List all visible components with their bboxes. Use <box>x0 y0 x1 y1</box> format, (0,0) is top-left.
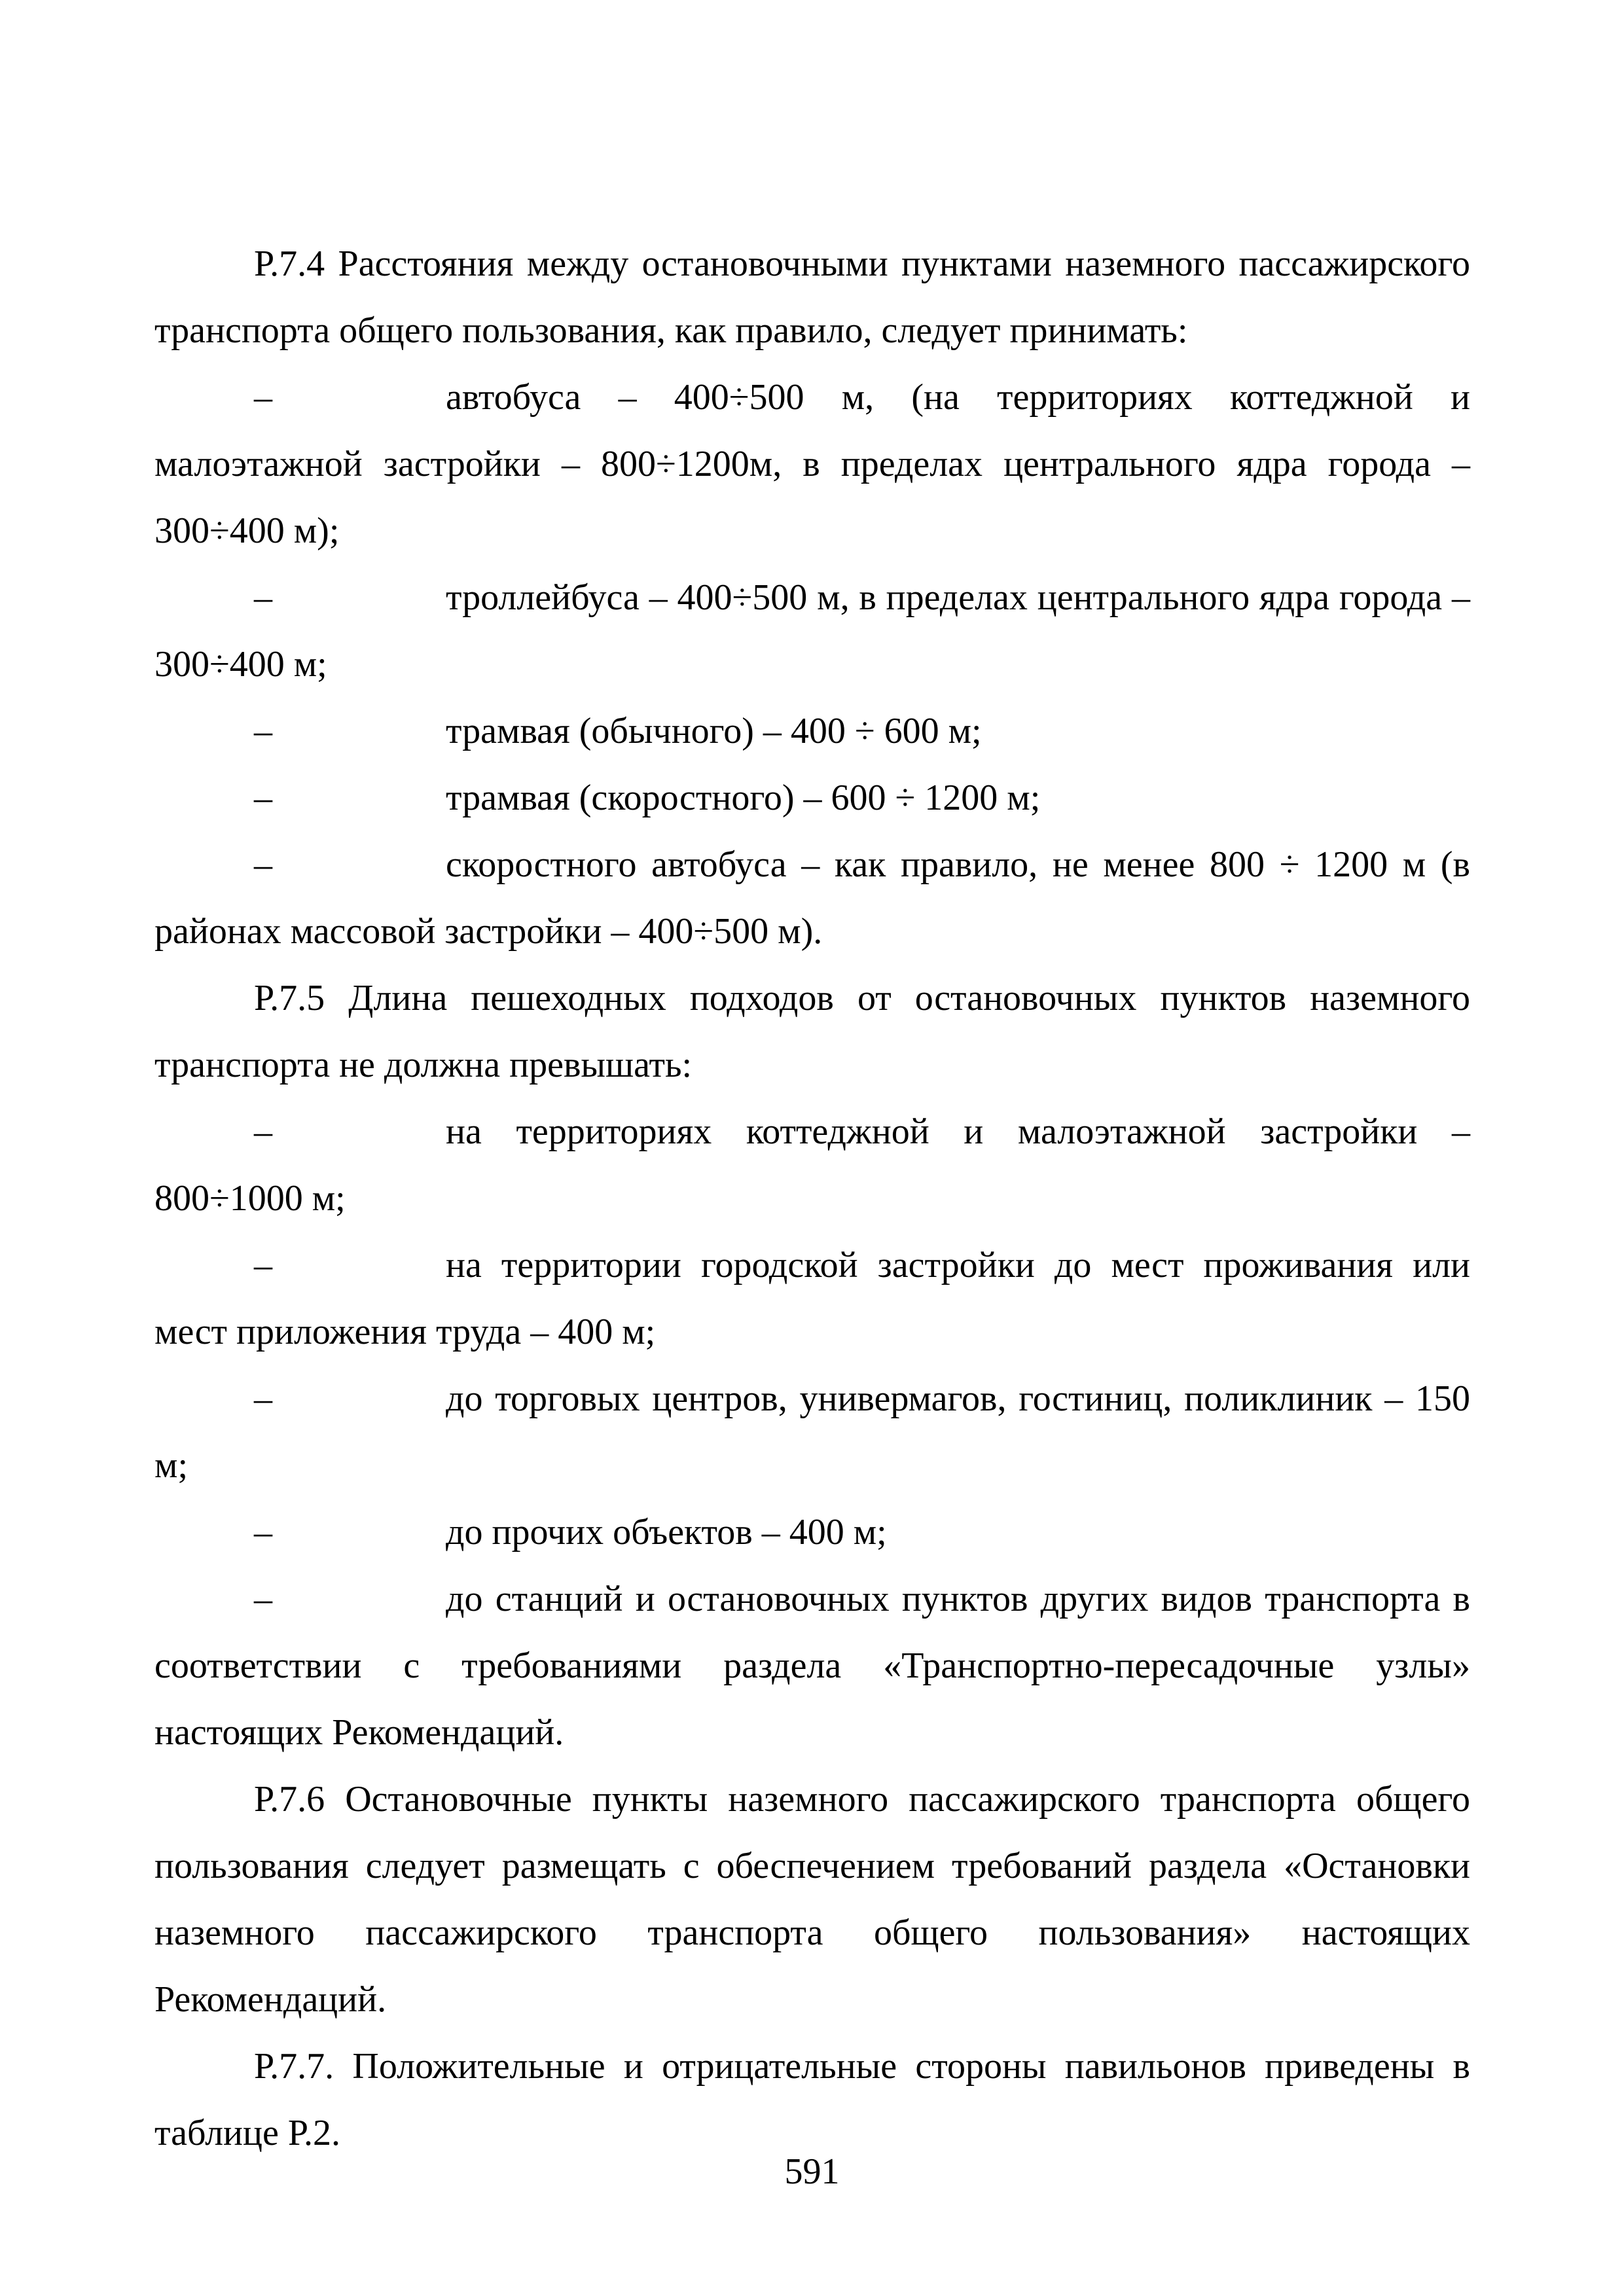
list-item-shopping-centers <box>154 1365 1470 1499</box>
list-dash: – <box>254 778 272 818</box>
paragraph-p-7-5: Р.7.5 Длина пешеходных подходов от остановочных пунктов наземного транспорта не должна превышать: <box>154 978 1470 1085</box>
list-item-text: трамвая (обычного) – 400 ÷ 600 м; <box>446 711 982 751</box>
list-item-bus <box>154 364 1470 564</box>
list-item-urban-areas <box>154 1232 1470 1365</box>
list-item-text: до станций и остановочных пунктов других видов транспорта в соответствии с требованиями раздела «Транспортно-пересадочные узлы» настоящих Рекомендаций. <box>154 1579 1470 1753</box>
list-item-text: троллейбуса – 400÷500 м, в пределах центрального ядра города – 300÷400 м; <box>154 577 1470 685</box>
list-item-cottage-areas <box>154 1098 1470 1232</box>
list-dash: – <box>254 577 272 618</box>
list-item-other-objects <box>154 1499 1470 1566</box>
list-item-text: на территории городской застройки до мест проживания или мест приложения труда – 400 м; <box>154 1245 1470 1352</box>
list-item-express-bus <box>154 831 1470 965</box>
list-dash: – <box>254 1245 272 1285</box>
list-dash: – <box>254 1512 272 1552</box>
paragraph-p-7-6: Р.7.6 Остановочные пункты наземного пассажирского транспорта общего пользования следует размещать с обеспечением требований раздела «Остановки наземного пассажирского транспорта общего пользования» настоящих Рекомендаций. <box>154 1779 1470 2020</box>
list-dash: – <box>254 1579 272 1619</box>
paragraph-p-7-4: Р.7.4 Расстояния между остановочными пунктами наземного пассажирского транспорта общего пользования, как правило, следует принимать: <box>154 243 1470 351</box>
paragraph-p-7-7: Р.7.7. Положительные и отрицательные стороны павильонов приведены в таблице Р.2. <box>154 2046 1470 2153</box>
list-item-text: до торговых центров, универмагов, гостиниц, поликлиник – 150 м; <box>154 1378 1470 1486</box>
list-dash: – <box>254 844 272 885</box>
list-item-text: трамвая (скоростного) – 600 ÷ 1200 м; <box>446 778 1041 818</box>
list-item-text: скоростного автобуса – как правило, не менее 800 ÷ 1200 м (в районах массовой застройки – 400÷500 м). <box>154 844 1470 952</box>
list-item-tram-regular <box>154 698 1470 764</box>
list-item-tram-express <box>154 764 1470 831</box>
list-dash: – <box>254 1378 272 1419</box>
list-item-trolleybus <box>154 564 1470 698</box>
list-dash: – <box>254 377 272 418</box>
list-item-stations <box>154 1566 1470 1766</box>
page-number: 591 <box>784 2151 840 2192</box>
list-dash: – <box>254 1111 272 1152</box>
list-item-text: на территориях коттеджной и малоэтажной застройки – 800÷1000 м; <box>154 1111 1470 1219</box>
list-dash: – <box>254 711 272 751</box>
list-item-text: до прочих объектов – 400 м; <box>446 1512 887 1552</box>
document-body <box>154 230 1470 2166</box>
list-item-text: автобуса – 400÷500 м, (на территориях коттеджной и малоэтажной застройки – 800÷1200м, в пределах центрального ядра города – 300÷400 м); <box>154 377 1470 551</box>
